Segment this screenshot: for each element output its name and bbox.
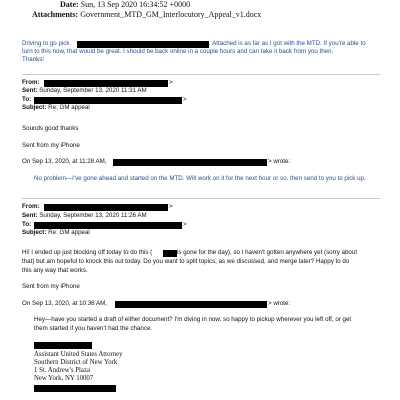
email2-body-line1b: is gone for the day), so I haven't gotten anywhere yet (sorry about (177, 249, 358, 256)
separator-line (22, 74, 380, 75)
header-attachments-row (32, 10, 261, 19)
signature-line2: Southern District of New York (34, 359, 118, 366)
redaction (115, 301, 267, 308)
signature-line1: Assistant United States Attorney (34, 351, 123, 358)
email1-quoted-text: No problem—I've gone ahead and started on the MTD. Will work on it for the next hour or so, then send to you to pick up. (34, 175, 366, 182)
top-message-line3: Thanks! (22, 56, 45, 63)
email1-subject-row: Subject: Re: GM appeal (22, 104, 90, 111)
email1-sent-row: Sent: Sunday, September 13, 2020 11:31 AM (22, 87, 147, 94)
redaction (77, 41, 209, 48)
redaction (34, 222, 182, 229)
email2-sent-from: Sent from my iPhone (22, 283, 80, 290)
email2-body-line3: this any way that works. (22, 267, 88, 274)
date-label: Date: (60, 0, 79, 9)
top-message-line2: turn to this now, that would be great. I should be back online in a couple hours and can take it back from you then. (22, 48, 334, 55)
email1-to-tail: > (183, 96, 187, 103)
email2-to-row: To: (22, 221, 32, 228)
redaction (34, 342, 92, 349)
email2-subject-row: Subject: Re: GM appeal (22, 229, 90, 236)
email2-body-line1: Hi! I ended up just blocking off today to do this ( (22, 249, 153, 256)
signature-line4: New York, NY 10007 (34, 375, 94, 382)
attachments-value[interactable]: Government_MTD_GM_Interlocutory_Appeal_v1.docx (80, 10, 262, 19)
email1-from-tail: > (169, 79, 173, 86)
redaction (163, 250, 177, 257)
signature-line3: 1 St. Andrew's Plaza (34, 367, 90, 374)
email2-sent-row: Sent: Sunday, September 13, 2020 11:26 AM (22, 212, 147, 219)
email2-to-tail: > (183, 221, 187, 228)
redaction (44, 80, 168, 87)
email1-quote-suffix: > wrote: (268, 158, 291, 165)
email2-quoted-line1: Hey—have you started a draft of either document? I'm diving in now, so happy to pickup wherever you left off, or get (34, 316, 352, 323)
email1-from-row: From: (22, 79, 40, 86)
redaction (34, 97, 182, 104)
email1-quote-header: On Sep 13, 2020, at 11:28 AM, (22, 158, 107, 165)
email2-from-tail: > (169, 203, 173, 210)
redaction (44, 204, 168, 211)
email2-quoted-line2: them started if you haven't had the chance. (34, 325, 153, 332)
email1-body-line2: Sent from my iPhone (22, 142, 80, 149)
email1-body-line1: Sounds good thanks (22, 125, 79, 132)
top-message-line1b: . Attached is as far as I got with the MTD. If you're able to (209, 40, 366, 47)
separator-line (22, 198, 380, 199)
email2-body-line2: that) but am hopeful to knock this out today. Do you want to split topics, as we discussed, and merge later? Happy to do (22, 258, 350, 265)
redaction (113, 159, 267, 166)
email1-to-row: To: (22, 96, 32, 103)
date-value: Sun, 13 Sep 2020 16:34:52 +0000 (80, 0, 191, 9)
email2-quote-suffix: > wrote: (268, 300, 291, 307)
header-date-row (60, 0, 190, 9)
email2-quote-header: On Sep 13, 2020, at 10:36 AM, (22, 300, 107, 307)
attachments-label: Attachments: (32, 10, 79, 19)
email2-from-row: From: (22, 203, 40, 210)
redaction (34, 385, 116, 392)
top-message-line1: Driving to go pick (22, 40, 70, 47)
